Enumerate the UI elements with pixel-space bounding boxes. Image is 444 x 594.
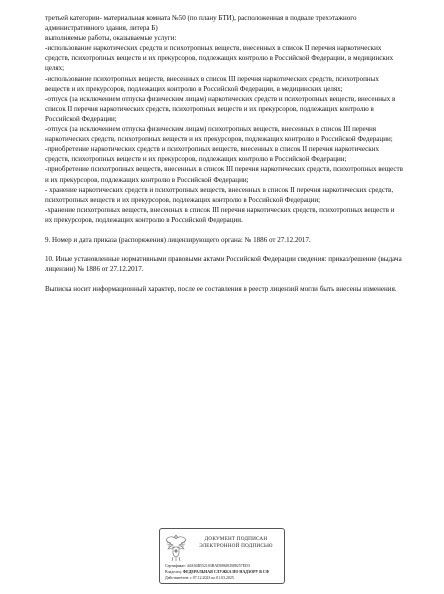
electronic-signature-stamp <box>159 528 285 584</box>
paragraph-acquire-psychotropics: -приобретение психотропных веществ, внесенных в список III перечня наркотических средств, психотропных веществ и их прекурсоров, подлежащих контролю в Российской Федерации; <box>45 165 403 184</box>
stamp-certificate: Сертификат: 44A36B552103BAD0868CB88257ED3 <box>165 564 250 568</box>
stamp-title-line-1: ДОКУМЕНТ ПОДПИСАН <box>204 536 268 542</box>
document-body <box>45 13 403 294</box>
spacer <box>45 274 403 284</box>
paragraph-dispense-narcotics: -отпуск (за исключением отпуска физическим лицам) наркотических средств и психотропных веществ, внесенных в список II перечня наркотических средств, психотропных веществ и их прекурсоров, подлежащих контролю в Российской Федерации; <box>45 94 396 123</box>
coat-of-arms-icon <box>164 533 188 563</box>
paragraph-use-psychotropics: -использование психотропных веществ, внесенных в список III перечня наркотических средств, психотропных веществ и их прекурсоров, подлежащих контролю в Российской Федерации, в медицинских целях; <box>45 74 379 93</box>
item-10-other-info: 10. Иные установленные нормативными правовыми актами Российской Федерации сведения: приказ/решение (выдача лицензии) № 1886 от 27.12.2017. <box>45 255 402 274</box>
spacer <box>45 245 403 254</box>
paragraph-store-narcotics: - хранение наркотических средств и психотропных веществ, внесенных в список II перечня наркотических средств, психотропных веществ и их прекурсоров, подлежащих контролю в Российской Федерации; <box>45 185 394 204</box>
stamp-details <box>165 563 285 581</box>
paragraph-dispense-psychotropics: -отпуск (за исключением отпуска физическим лицам) психотропных веществ, внесенных в список III перечня наркотических средств, психотропных веществ и их прекурсоров, подлежащих контролю в Российской Федерации; <box>45 125 393 144</box>
paragraph-store-psychotropics: -хранение психотропных веществ, внесенных в список III перечня наркотических средств, психотропных веществ и их прекурсоров, подлежащих контролю в Российской Федерации. <box>45 205 395 224</box>
paragraph-premises: третьей категории- материальная комната №50 (по плану БТИ), расположенная в подвале трехэтажного административного здания, литера Б) <box>45 14 357 33</box>
stamp-owner-label: Владелец: <box>165 570 182 575</box>
item-9-order: 9. Номер и дата приказа (распоряжения) лицензирующего органа: № 1886 от 27.12.2017. <box>45 235 311 244</box>
informational-note: Выписка носит информационный характер, после ее составления в реестр лицензий могли быть внесены изменения. <box>45 285 397 294</box>
stamp-title-line-2: ЭЛЕКТРОННОЙ ПОДПИСЬЮ <box>199 542 273 549</box>
stamp-validity: Действителен: с 07.12.2023 по 01.03.2025 <box>165 576 234 581</box>
stamp-owner-value: ФЕДЕРАЛЬНАЯ СЛУЖБА ПО НАДЗОРУ В СФ <box>182 570 269 575</box>
spacer <box>45 225 403 235</box>
paragraph-use-narcotics: -использование наркотических средств и психотропных веществ, внесенных в список II перечня наркотических средств, психотропных веществ и их прекурсоров, подлежащих контролю в Российской Федерации, в медицинских целях; <box>45 44 394 73</box>
paragraph-works-heading: выполняемые работы, оказываемые услуги: <box>45 34 177 43</box>
paragraph-acquire-narcotics: -приобретение наркотических средств и психотропных веществ, внесенных в список II перечня наркотических средств, психотропных веществ и их прекурсоров, подлежащих контролю в Российской Федерации; <box>45 145 379 164</box>
stamp-title <box>188 536 284 549</box>
